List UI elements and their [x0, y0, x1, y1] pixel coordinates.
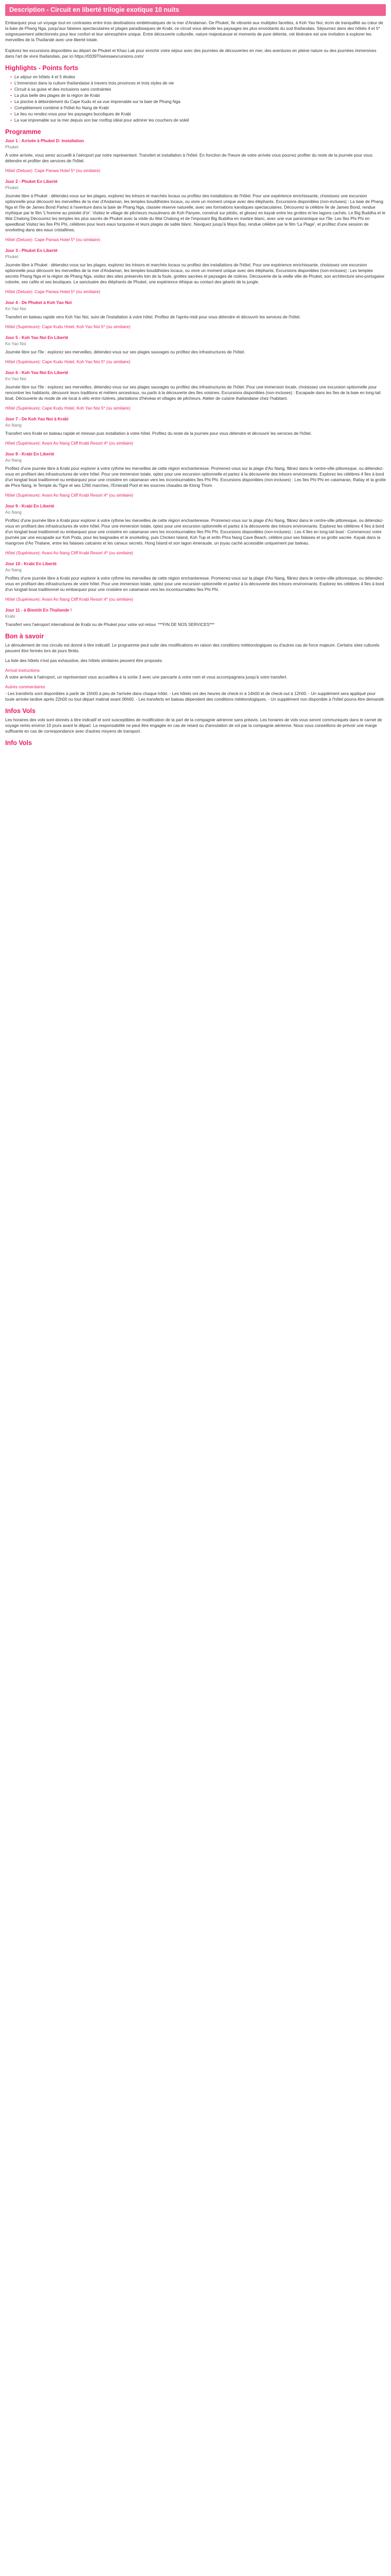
day-title: Jour 2 - Phuket En Liberté [5, 179, 58, 184]
day-block [5, 300, 386, 330]
bon-a-savoir-title: Bon à savoir [5, 633, 44, 640]
day-title: Jour 4 - De Phuket à Koh Yao Noi [5, 300, 72, 305]
highlight-item: • Complètement combiné à l'hôtel Ao Nang de Krabi [10, 105, 386, 111]
highlight-item: • Le lieu ou rendez-vous pour les paysages bucoliques de Krabi [10, 111, 386, 117]
highlight-item: • Circuit à sa guise et des inclusions sans contraintes [10, 87, 386, 92]
intro-section [5, 20, 386, 59]
highlights-title: Highlights - Points forts [5, 64, 78, 72]
day-title: Jour 8 - Krabi En Liberté [5, 452, 55, 456]
info-paragraph: Les horaires des vols sont donnés à titre indicatif et sont susceptibles de modification de la part de la compagnie aérienne sans préavis. Les horaires de vols vous seront communiqués dans le carnet de voyage remis environ 10 jours avant le départ. La responsabilité ne peut être engagée en cas de retard ou d'annulation de vol par la compagnie aérienne. Nous vous conseillons de prévoir une marge suffisante en cas de correspondance avec d'autres moyens de transport. [5, 718, 382, 734]
day-description: Profitez d'une journée libre à Krabi pour explorer à votre rythme les merveilles de cette région enchanteresse. Promenez-vous sur la plage d'Ao Nang, flânez dans le centre-ville pittoresque, ou détendez-vous en profitant des infrastructures de votre hôtel. Pour une immersion totale, optez pour une excursion optionnelle et partez à la découverte des trésors environnants. Explorez les célèbres 4 îles à bord d'un longtail boat traditionnel ou embarquez pour une croisière en catamaran vers les incontournables îles Phi Phi. [5, 576, 384, 592]
highlight-item: • La plus belle des plages de la région de Krabi [10, 93, 386, 98]
day-title: Jour 9 - Krabi En Liberté [5, 504, 55, 509]
day-hotel: Hôtel (Supérieure): Avani Ao Nang Cliff Krabi Resort 4* (ou similaire) [5, 597, 134, 602]
note-paragraph: À votre arrivée à l'aéroport, un représentant vous accueillera à la sortie 3 avec une pancarte à votre nom et vous accompagnera jusqu'à votre transfert. [5, 675, 287, 680]
day-title: Jour 7 - De Koh Yao Noi à Krabi [5, 417, 69, 421]
day-block [5, 248, 386, 295]
day-block [5, 138, 386, 174]
day-location: Ao Nang [5, 423, 22, 428]
highlight-item: • Le séjour en hôtels 4 et 5 étoiles [10, 74, 386, 80]
day-block [5, 370, 386, 411]
intro-paragraph: Embarquez pour un voyage tout en contrastes entre trois destinations emblématiques de la mer d'Andaman. De Phuket, île vibrante aux multiples facettes, à Koh Yao Noi, écrin de tranquillité au cœur de la baie de Phang Nga, jusqu'aux falaises spectaculaires et plages paradisiaques de Krabi, ce circuit vous dévoile les paysages les plus envoûtants du sud thaïlandais. Séjournez dans des hôtels 4 et 5* soigneusement sélectionnés pour leur confort et leur atmosphère unique. Entre découverte culturelle, nature majestueuse et moments de pure détente, cet itinéraire est une invitation à explorer les merveilles de la Thaïlande avec une liberté totale. [5, 21, 383, 42]
note-label: Autres commentaires [5, 685, 45, 689]
day-title: Jour 6 - Koh Yao Noi En Liberté [5, 370, 69, 375]
bon-a-savoir-section [5, 642, 386, 702]
day-description: Transfert vers l'aéroport international de Krabi ou de Phuket pour votre vol retour. ***FIN DE NOS SERVICES*** [5, 622, 215, 627]
day-location: Phuket [5, 145, 19, 149]
note-label: Arrival instructions [5, 668, 40, 673]
day-description: Journée libre sur l'île : explorez ses merveilles, détendez-vous sur ses plages sauvages ou profitez des infrastructures de l'hôtel. Pour une immersion locale, choisissez une excursion optionnelle pour rencontrer les habitants, découvrir leurs traditions et métiers ancestraux, ou partir à la découverte des îles voisines. Excursions disponibles (non-incluses) : Escapade dans les îles de la baie en long-tail boat. Découverte du mode de vie local à vélo entre rizières, plantations d'hévéas et villages de pêcheurs. Atelier de cuisine thaïlandaise chez l'habitant. [5, 385, 381, 401]
day-title: Jour 5 - Koh Yao Noi En Liberté [5, 335, 69, 340]
day-description: Transfert en bateau rapide vers Koh Yao Noi, suivi de l'installation à votre hôtel. Profitez de l'après-midi pour vous détendre et découvrir les services de l'hôtel. [5, 315, 301, 319]
day-location: Ao Nang [5, 510, 22, 515]
day-title: Jour 3 - Phuket En Liberté [5, 248, 58, 253]
day-block [5, 179, 386, 243]
day-location: Ao Nang [5, 568, 22, 572]
program-title: Programme [5, 128, 41, 135]
day-location: Phuket [5, 185, 19, 190]
page-title: Description - Circuit en liberté trilogie exotique 10 nuits [5, 4, 386, 16]
day-location: Ko Yao Noi [5, 307, 26, 311]
day-description: Journée libre sur l'île : explorez ses merveilles, détendez-vous sur ses plages sauvages ou profitez des infrastructures de l'hôtel. [5, 350, 246, 354]
day-description: Journée libre à Phuket : détendez-vous sur les plages, explorez les trésors et marchés locaux ou profitez des installations de l'hôtel. Pour une expérience enrichissante, choisissez une excursion optionnelle pour découvrir les merveilles de la mer d'Andaman, les temples bouddhistes locaux, ou vivre un moment unique avec des éléphants. Excursions disponibles (non-incluses) : La baie de Phang Nga et l'île de James Bond Partez à l'aventure dans la baie de Phang Nga, classée réserve naturelle, avec ses formations karstiques spectaculaires. Découvrez la célèbre île de James Bond, rendue mythique par le film 'L'homme au pistolet d'or'. Visitez le village de pêcheurs musulmans de Koh Panyee, construit sur pilotis, et glissez en kayak entre les grottes et les lagons cachés. Le Big Buddha et le Wat Chalong Découvrez les temples les plus sacrés de Phuket avec la visite du Wat Chalong et de l'imposant Big Buddha en marbre blanc, avec une vue panoramique sur l'île. Les îles Phi Phi en speedboat Visitez les îles Phi Phi, célèbres pour leurs eaux turquoise et leurs plages de sable blanc. Naviguez jusqu'à Maya Bay, rendue célèbre par le film 'La Plage', et profitez d'une session de snorkeling dans des eaux cristallines. [5, 194, 385, 232]
day-hotel: Hôtel (Supérieure): Cape Kudu Hotel, Koh Yao Noi 5* (ou similaire) [5, 406, 131, 411]
day-description: Journée libre à Phuket : détendez-vous sur les plages, explorez les trésors et marchés locaux ou profitez des installations de l'hôtel. Pour une expérience enrichissante, choisissez une excursion optionnelle pour découvrir les merveilles de la mer d'Andaman, les temples bouddhistes locaux, ou vivre un moment unique avec des éléphants. Excursions disponibles (non-incluses) : Les temples secrets Phang Nga et la région de Phang Nga, visitez des sites préservés loin de la foule, grottes sacrées et paysages de rizières. Découverte de la vieille ville de Phuket, son architecture sino-portugaise colorée, ses cafés et ses boutiques. Le sanctuaire des éléphants de Phuket, une expérience éthique au contact des géants de la jungle. [5, 263, 384, 284]
day-description: Profitez d'une journée libre à Krabi pour explorer à votre rythme les merveilles de cette région enchanteresse. Promenez-vous sur la plage d'Ao Nang, flânez dans le centre-ville pittoresque, ou détendez-vous en profitant des infrastructures de votre hôtel. Pour une immersion totale, optez pour une excursion optionnelle et partez à la découverte des trésors environnants. Explorez les célèbres 4 îles à bord d'un longtail boat traditionnel ou embarquez pour une croisière en catamaran vers les incontournables îles Phi Phi. Excursions disponibles (non-incluses) : Les îles Phi Phi en catamaran, Railay et la grotte de Phra Nang, le Temple du Tigre et ses 1260 marches, l'Emerald Pool et les sources chaudes de Klong Thom. [5, 466, 386, 488]
day-block [5, 561, 386, 602]
highlight-item: • La piscine à débordement du Cape Kudu et sa vue imprenable sur la baie de Phang Nga [10, 99, 386, 105]
info-vols-section [5, 717, 386, 734]
intro-paragraph: Explorez les excursions disponibles au départ de Phuket et Khao Lak pour enrichir votre séjour avec des journées de découvertes en mer, des aventures en pleine nature ou des journées immersives dans l'art de vivre thaïlandais, par ici https://0039Thairesaexcursions.com/ [5, 48, 377, 59]
note-paragraph: - Les transferts sont disponibles à partir de 15h00 à peu de l'arrivée dans chaque hôtel. - Les hôtels ont des heures de check-in à 14h00 et de check-out à 12h00. - Un supplément sera appliqué pour toute arrivée tardive après 22h00 ou tout départ matinal avant 06h00. - Les transferts en bateau dépendent des conditions météorologiques. - Un supplément non disponible à l'hôtel pourra être demandé. [5, 691, 385, 702]
day-hotel: Hôtel (Supérieure): Cape Kudu Hotel, Koh Yao Noi 5* (ou similaire) [5, 360, 131, 364]
day-location: Krabi [5, 614, 15, 619]
note-paragraph: Le déroulement de nos circuits est donné à titre indicatif. Le programme peut subir des modifications en raison des conditions météorologiques ou d'autres cas de force majeure. Certains sites culturels peuvent être fermés lors de jours fériés. [5, 643, 380, 653]
day-hotel: Hôtel (Supérieure): Avani Ao Nang Cliff Krabi Resort 4* (ou similaire) [5, 551, 134, 555]
day-block [5, 335, 386, 365]
day-location: Ao Nang [5, 458, 22, 463]
highlights-list [5, 74, 386, 123]
day-title: Jour 10 - Krabi En Liberté [5, 562, 57, 566]
day-block [5, 503, 386, 556]
info-vols-title: Infos Vols [5, 707, 36, 715]
day-location: Ko Yao Noi [5, 377, 26, 381]
day-hotel: Hôtel (Deluxe): Cape Panwa Hotel 5* (ou similaire) [5, 290, 101, 294]
day-block [5, 607, 386, 628]
day-hotel: Hôtel (Deluxe): Cape Panwa Hotel 5* (ou similaire) [5, 238, 101, 242]
day-location: Ko Yao Noi [5, 342, 26, 346]
day-block [5, 451, 386, 498]
highlight-item: • L'immersion dans la culture thaïlandaise à travers trois provinces et trois styles de vie [10, 80, 386, 86]
day-description: Profitez d'une journée libre à Krabi pour explorer à votre rythme les merveilles de cette région enchanteresse. Promenez-vous sur la plage d'Ao Nang, flânez dans le centre-ville pittoresque, ou détendez-vous en profitant des infrastructures de votre hôtel. Pour une immersion totale, optez pour une excursion optionnelle et partez à la découverte des trésors environnants. Explorez les célèbres 4 îles à bord d'un longtail boat traditionnel ou embarquez pour une croisière en catamaran vers les incontournables îles Phi Phi. Excursions disponibles (non-incluses) : Les 4 îles en long-tail boat : Commencez votre journée par une escapade sur Koh Poda, pour les baignades et le snorkeling, puis Chicken Island, Koh Tup et enfin Phra Nang Cave Beach, célèbre pour ses falaises et sa grotte sacrée. Kayak dans la mangrove d'Ao Thalane, entre les falaises calcaires et les canaux secrets. Hong Island et son lagon émeraude, un joyau caché accessible uniquement par bateau. [5, 518, 384, 546]
footer-title: Info Vols [5, 739, 32, 747]
day-hotel: Hôtel (Supérieure): Avani Ao Nang Cliff Krabi Resort 4* (ou similaire) [5, 493, 134, 498]
day-title: Jour 11 - à Bientôt En Thaïlande ! [5, 608, 72, 613]
day-description: À votre arrivée, vous serez accueilli à l'aéroport par notre représentant. Transfert et installation à l'hôtel. En fonction de l'heure de votre arrivée vous pourrez profiter du reste de la journée pour vous détendre et profiter des services de l'hôtel. [5, 153, 372, 163]
day-description: Transfert vers Krabi en bateau rapide et minivan puis installation à votre hôtel. Profitez du reste de la journée pour vous détendre et découvrir les services de l'hôtel. [5, 431, 312, 436]
day-hotel: Hôtel (Supérieure): Cape Kudu Hotel, Koh Yao Noi 5* (ou similaire) [5, 325, 131, 329]
day-block [5, 416, 386, 446]
day-hotel: Hôtel (Supérieure): Avani Ao Nang Cliff Krabi Resort 4* (ou similaire) [5, 441, 134, 446]
highlight-item: • La vue imprenable sur la mer depuis son bar rooftop idéal pour admirer les couchers de soleil [10, 117, 386, 123]
note-paragraph: La liste des hôtels n'est pas exhaustive, des hôtels similaires peuvent être proposés. [5, 658, 164, 663]
day-location: Phuket [5, 255, 19, 259]
day-title: Jour 1 : Arrivée à Phuket D: Installation [5, 139, 84, 143]
page [0, 0, 391, 754]
day-hotel: Hôtel (Deluxe): Cape Panwa Hotel 5* (ou similaire) [5, 168, 101, 173]
